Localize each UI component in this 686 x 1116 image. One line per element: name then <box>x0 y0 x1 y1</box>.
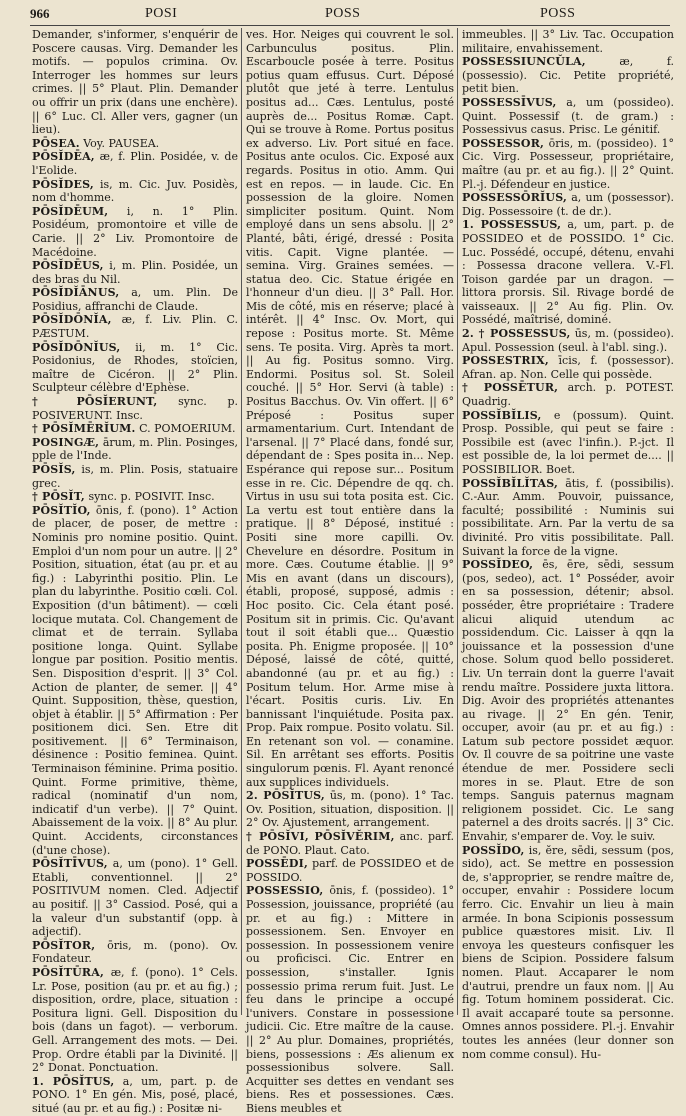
entry-headword: POSSĬDO, <box>462 843 525 857</box>
column-divider <box>457 28 458 1015</box>
entry-definition: is, m. Cic. Juv. Posidès, nom d'homme. <box>32 177 238 205</box>
entry-definition: ōris, m. (possideo). 1° Cic. Virg. Possesseur, propriétaire, maître (au pr. et au fig.). || 2° Quint. Pl.-j. Défendeur en justice. <box>462 136 675 191</box>
dictionary-entry <box>32 341 238 395</box>
dictionary-entry <box>32 422 238 436</box>
entry-definition: a, um, part. p. de POSSIDEO et de POSSIDO. 1° Cic. Luc. Possédé, occupé, détenu, envahi : Possessa dracone vellera. V.-Fl. Toison gardée par un dragon. — littora prorsis. Sil. Rivage bordé de vaisseaux. || 2° Au fig. Plin. Ov. Possédé, maîtrisé, dominé. <box>462 218 675 327</box>
page-number: 966 <box>30 6 50 21</box>
dictionary-entry <box>32 313 238 340</box>
running-head-right: POSS <box>540 6 576 21</box>
entry-definition: a, um. Plin. De Posidius, affranchi de Claude. <box>32 286 238 313</box>
entry-headword: PŌSĬTĪVUS, <box>32 857 108 871</box>
entry-headword: † POSSĒTUR, <box>462 381 559 395</box>
entry-definition: a, um, part. p. de PONO. 1° En gén. Mis, posé, placé, situé (au pr. et au fig.) : Positæ ni- <box>32 1074 239 1115</box>
running-head-left: POSI <box>145 6 178 21</box>
column-middle <box>246 28 455 1115</box>
entry-definition: æ, f. (possessio). Cic. Petite propriété, petit bien. <box>462 55 675 96</box>
entry-headword: POSSĬDEO, <box>462 558 534 572</box>
running-head-middle: POSS <box>325 6 361 21</box>
dictionary-entry <box>246 789 454 830</box>
entry-definition: æ, f. Liv. Plin. C. PÆSTUM. <box>32 313 238 341</box>
dictionary-entry <box>32 966 238 1075</box>
entry-headword: † PŌSĬVI, PŌSĬVĔRIM, <box>246 830 395 844</box>
entry-headword: PŌSĬTŪRA, <box>32 965 105 979</box>
entry-definition: ūs, m. (pono). 1° Tac. Ov. Position, situation, disposition. || 2° Ov. Ajustement, arrangement. <box>246 789 454 830</box>
dictionary-entry <box>32 205 238 259</box>
entry-definition: anc. parf. de PONO. Plaut. Cato. <box>246 830 454 857</box>
entry-definition: sync. p. POSIVERUNT. Insc. <box>32 395 239 422</box>
entry-definition: ūs, m. (possideo). Apul. Possession (seul. à l'abl. sing.). <box>462 327 674 354</box>
column-right <box>462 28 675 1061</box>
entry-headword: PŌSĬTĬO, <box>32 503 91 517</box>
entry-definition: ōnis, f. (pono). 1° Action de placer, de poser, de mettre : Nominis pro nomine positio. Quint. Emploi d'un nom pour un autre. || 2° Position, situation, état (au pr. et au fig.) : Labyrinthi positio. Plin. Le plan du labyrinthe. Positio cœli. Col. Exposition (d'un bâtiment). — cœli locique mutata. Col. Changement de climat et de terrain. Syllaba positione longa. Quint. Syllabe longue par position. Positio mentis. Sen. Disposition d'esprit. || 3° Col. Action de planter, de semer. || 4° Quint. Supposition, thèse, question, objet à établir. || 5° Affirmation : Per positionem dici. Sen. Etre dit positivement. || 6° Terminaison, désinence : Positio feminea. Quint. Terminaison féminine. Prima positio. Quint. Forme primitive, thème, radical (nominatif d'un nom, indicatif d'un verbe). || 7° Quint. Abaissement de la voix. || 8° Au plur. Quint. Accidents, circonstances (d'une chose). <box>32 503 238 857</box>
dictionary-entry <box>462 354 674 381</box>
entry-headword: PŌSĬTOR, <box>32 938 96 952</box>
entry-definition: ōris, m. (pono). Ov. Fondateur. <box>32 938 238 966</box>
dictionary-entry <box>32 395 238 422</box>
entry-headword: PŌSĬDĒA, <box>32 150 95 164</box>
entry-headword: POSSĒDI, <box>246 857 308 871</box>
dictionary-entry <box>246 830 454 857</box>
entry-definition: ātis, f. (possibilis). C.-Aur. Amm. Pouvoir, puissance, faculté; possibilité : Numinis sui possibilitate. Arn. Par la vertu de sa divinité. Pro vitis possibilitate. Pall. Suivant la force de la vigne. <box>462 476 674 558</box>
entry-definition: parf. de POSSIDEO et de POSSIDO. <box>246 857 455 884</box>
dictionary-entry <box>32 436 238 463</box>
dictionary-entry <box>246 857 454 884</box>
entry-headword: PŌSĬDES, <box>32 177 94 191</box>
dictionary-entry <box>32 939 238 966</box>
entry-headword: POSSĬBĬLĬTAS, <box>462 476 559 490</box>
dictionary-entry <box>32 504 238 857</box>
entry-definition: immeubles. || 3° Liv. Tac. Occupation militaire, envahissement. <box>462 28 674 55</box>
entry-definition: īcis, f. (possessor). Afran. ap. Non. Celle qui possède. <box>462 354 674 381</box>
entry-definition: is, ĕre, sēdi, sessum (pos, sido), act. Se mettre en possession de, s'approprier, se rendre maître de, occuper, envahir : Possidere locum ferro. Cic. Envahir un lieu à main armée. In bona Scipionis possessum publice quæstores misit. Liv. Il envoya les questeurs confisquer les biens de Scipion. Possidere falsum nomen. Plaut. Accaparer le nom d'autrui, prendre un faux nom. || Au fig. Totum hominem possiderat. Cic. Il avait accaparé toute sa personne. Omnes annos possidere. Pl.-j. Envahir toutes les années (leur donner son nom comme consul). Hu- <box>462 843 674 1061</box>
entry-definition: i, n. 1° Plin. Posidéum, promontoire et ville de Carie. || 2° Liv. Promontoire de Macédoine. <box>32 204 238 259</box>
entry-headword: † PŌSĬERUNT, <box>32 395 158 409</box>
dictionary-entry <box>462 558 674 843</box>
dictionary-entry <box>462 381 674 408</box>
entry-definition: sync. p. POSIVIT. Insc. <box>88 490 215 504</box>
dictionary-entry <box>462 191 674 218</box>
dictionary-entry <box>246 884 454 1115</box>
entry-definition: a, um (possessor). Dig. Possessoire (t. de dr.). <box>462 191 675 218</box>
entry-definition: Voy. PAUSEA. <box>83 136 160 150</box>
dictionary-entry <box>462 137 674 191</box>
dictionary-entry <box>32 857 238 939</box>
dictionary-entry <box>246 28 454 789</box>
dictionary-entry <box>32 463 238 490</box>
entry-headword: 1. PŌSĬTUS, <box>32 1074 115 1088</box>
dictionary-entry <box>32 137 238 151</box>
entry-headword: 2. † POSSESSUS, <box>462 327 571 341</box>
entry-definition: Demander, s'informer, s'enquérir de Poscere causas. Virg. Demander les motifs. — populos crimina. Ov. Interroger les hommes sur leurs crimes. || 5° Plaut. Plin. Demander ou offrir un prix (dans une enchère). || 6° Luc. Cl. Aller vers, gagner (un lieu). <box>32 28 238 137</box>
entry-headword: POSSĬBĬLIS, <box>462 408 542 422</box>
entry-headword: POSSESSIUNCŬLA, <box>462 55 586 69</box>
entry-headword: 1. POSSESSUS, <box>462 218 562 232</box>
entry-headword: † PŌSĬT, <box>32 490 85 504</box>
running-header <box>0 0 686 26</box>
dictionary-entry <box>32 150 238 177</box>
entry-headword: POSSESSIO, <box>246 884 324 898</box>
entry-definition: e (possum). Quint. Prosp. Possible, qui peut se faire : Possibile est (avec l'infin.). P.-jct. Il est possible de, la loi permet de.... || POSSIBILIOR. Boet. <box>462 408 674 476</box>
entry-headword: POSINGÆ, <box>32 435 100 449</box>
dictionary-entry <box>462 327 674 354</box>
entry-definition: a, um (possideo). Quint. Possessif (t. de gram.) : Possessivus casus. Prisc. Le génitif. <box>462 95 674 137</box>
entry-headword: PŌSĬDŌNĬUS, <box>32 340 121 354</box>
dictionary-entry <box>32 286 238 313</box>
dictionary-entry <box>32 178 238 205</box>
entry-definition: ārum, m. Plin. Posinges, pple de l'Inde. <box>32 435 238 463</box>
dictionary-entry <box>462 409 674 477</box>
header-rule <box>30 25 670 26</box>
entry-headword: POSSESTRIX, <box>462 354 549 368</box>
column-left <box>32 28 239 1115</box>
entry-definition: ii, m. 1° Cic. Posidonius, de Rhodes, stoïcien, maître de Cicéron. || 2° Plin. Sculpteur célèbre d'Ephèse. <box>32 340 238 395</box>
dictionary-entry <box>462 218 674 327</box>
entry-definition: is, m. Plin. Posis, statuaire grec. <box>32 463 239 490</box>
dictionary-entry <box>32 1075 238 1116</box>
entry-definition: arch. p. POTEST. Quadrig. <box>462 381 674 409</box>
entry-definition: ēs, ēre, sēdi, sessum (pos, sedeo), act. 1° Posséder, avoir en sa possession, détenir; absol. posséder, être propriétaire : Tradere alicui aliquid utendum ac possidendum. Cic. Laisser à qqn la jouissance et la possession d'une chose. Solum quod bello possideret. Liv. Un terrain dont la guerre l'avait rendu maître. Possidere juxta littora. Dig. Avoir des propriétés attenantes au rivage. || 2° En gén. Tenir, occuper, avoir (au pr. et au fig.) : Latum sub pectore possidet æquor. Ov. Il couvre de sa poitrine une vaste étendue de mer. Possidere secli mores in se. Plaut. Etre de son temps. Sanguis paternus magnam religionem possidet. Cic. Le sang paternel a des droits sacrés. || 3° Cic. Envahir, s'emparer de. Voy. le suiv. <box>462 558 675 844</box>
entry-definition: ves. Hor. Neiges qui couvrent le sol. Carbunculus positus. Plin. Escarboucle posée à terre. Positus potius quam effusus. Curt. Déposé plutôt que jeté à terre. Lentulus positus ad... Cæs. Lentulus, posté auprès de... Positus Romæ. Capt. Qui se trouve à Rome. Portus positus ex adverso. Liv. Port situé en face. Positus ante oculos. Cic. Exposé aux regards. Positus in otio. Amm. Qui est en repos. — in laude. Cic. En possession de la gloire. Nomen simpliciter positum. Quint. Nom employé dans un sens absolu. || 2° Planté, bâti, érigé, dressé : Posita vitis. Capit. Vigne plantée. — semina. Virg. Graines semées. — statua deo. Cic. Statue érigée en l'honneur d'un dieu. || 3° Pall. Hor. Mis de côté, mis en réserve; placé à intérêt. || 4° Insc. Ov. Mort, qui repose : Positus morte. St. Même sens. Te posita. Virg. Après ta mort. || Au fig. Positus somno. Virg. Endormi. Positus sol. St. Soleil couché. || 5° Hor. Servi (à table) : Positus Bacchus. Ov. Vin offert. || 6° Préposé : Positus super armamentarium. Curt. Intendant de l'arsenal. || 7° Placé dans, fondé sur, dépendant de : Spes posita in... Nep. Espérance qui repose sur... Positum esse in re. Cic. Dépendre de qq. ch. Virtus in usu sui tota posita est. Cic. La vertu est tout entière dans la pratique. || 8° Déposé, institué : Positi sine more capilli. Ov. Chevelure en désordre. Positum in more. Cæs. Coutume établie. || 9° Mis en avant (dans un discours), établi, proposé, supposé, admis : Hoc posito. Cic. Cela étant posé. Positum sit in primis. Cic. Qu'avant tout il soit établi que... Quæstio posita. Ph. Enigme proposée. || 10° Déposé, laissé de côté, quitté, abandonné (au pr. et au fig.) : Positum telum. Hor. Arme mise à l'écart. Positis curis. Liv. En bannissant l'inquiétude. Posita pax. Prop. Paix rompue. Posito volatu. Sil. En retenant son vol. — conamine. Sil. En arrêtant ses efforts. Positis singulorum pœnis. Fl. Ayant renoncé aux supplices individuels. <box>246 28 454 789</box>
dictionary-entry <box>462 844 674 1062</box>
entry-headword: PŌSĬDŌNĬA, <box>32 313 112 327</box>
dictionary-entry <box>462 55 674 96</box>
column-divider <box>241 28 242 1015</box>
entry-headword: PŌSĬDĒUS, <box>32 259 104 273</box>
entry-headword: PŌSĬS, <box>32 463 76 476</box>
dictionary-entry <box>462 96 674 137</box>
entry-definition: i, m. Plin. Posidée, un des bras du Nil. <box>32 259 238 286</box>
dictionary-entry <box>32 490 238 504</box>
entry-definition: C. POMOERIUM. <box>139 422 236 436</box>
entry-headword: POSSESSĪVUS, <box>462 95 557 109</box>
entry-definition: æ, f. Plin. Posidée, v. de l'Eolide. <box>32 150 238 177</box>
entry-headword: PŌSĬDĬĀNUS, <box>32 286 120 300</box>
entry-definition: ōnis, f. (possideo). 1° Possession, jouissance, propriété (au pr. et au fig.) : Mittere in possessionem. Sen. Envoyer en possession. In possessionem venire ou proficisci. Cic. Entrer en possession, s'installer. Ignis possessio prima rerum fuit. Just. Le feu dans le principe a occupé l'univers. Constare in possessione judicii. Cic. Etre maître de la cause. || 2° Au plur. Domaines, propriétés, biens, possessions : Æs alienum ex possessionibus solvere. Sall. Acquitter ses dettes en vendant ses biens. Res et possessiones. Cæs. Biens meubles et <box>246 884 454 1115</box>
entry-headword: PŌSĬDĒUM, <box>32 204 109 218</box>
entry-definition: æ, f. (pono). 1° Cels. Lr. Pose, position (au pr. et au fig.) ; disposition, ordre, place, situation : Positura ligni. Gell. Disposition du bois (dans un fagot). — verborum. Gell. Arrangement des mots. — Dei. Prop. Ordre établi par la Divinité. || 2° Donat. Ponctuation. <box>32 965 238 1075</box>
dictionary-entry <box>462 28 674 55</box>
dictionary-entry <box>462 477 674 559</box>
dictionary-entry <box>32 28 238 137</box>
entry-headword: POSSESSOR, <box>462 136 545 150</box>
entry-headword: POSSESSŌRĬUS, <box>462 191 567 205</box>
entry-headword: 2. PŌSĬTUS, <box>246 789 325 803</box>
entry-headword: † PŌSĬMĒRĬUM. <box>32 422 136 436</box>
entry-definition: a, um (pono). 1° Gell. Etabli, conventionnel. || 2° POSITIVUM nomen. Cled. Adjectif au positif. || 3° Cassiod. Posé, qui a la valeur d'un substantif (opp. à adjectif). <box>32 857 238 939</box>
entry-headword: PŌSEA. <box>32 136 80 150</box>
dictionary-entry <box>32 259 238 286</box>
